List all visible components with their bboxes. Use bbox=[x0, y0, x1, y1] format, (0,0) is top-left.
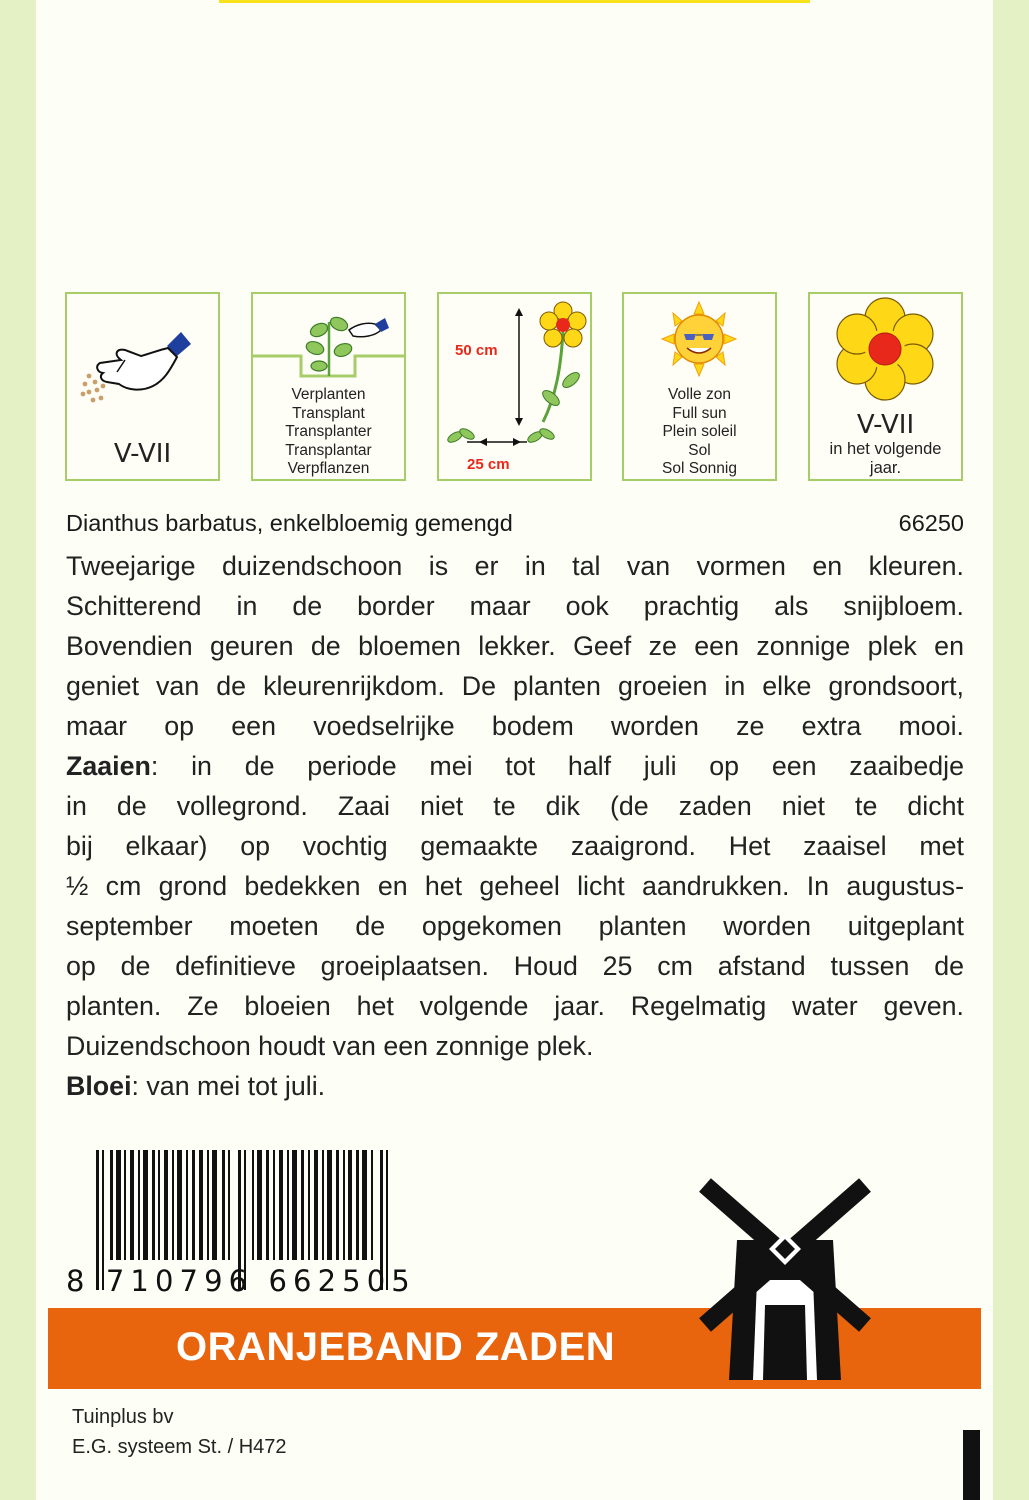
brand-name: ORANJEBAND ZADEN bbox=[176, 1325, 616, 1369]
description-line: september moeten de opgekomen planten worden uitgeplant bbox=[66, 911, 964, 941]
description-line: Duizendschoon houdt van een zonnige plek. bbox=[66, 1031, 594, 1061]
barcode-number: 8 710796 662505 bbox=[66, 1264, 416, 1298]
bloom-period: V-VII bbox=[856, 410, 915, 440]
sowing-panel bbox=[65, 292, 220, 481]
transplant-panel bbox=[251, 292, 406, 481]
description-line: planten. Ze bloeien het volgende jaar. Regelmatig water geven. bbox=[66, 991, 964, 1021]
description-line: Bovendien geuren de bloemen lekker. Geef ze een zonnige plek en bbox=[66, 631, 964, 661]
description-line: op de definitieve groeiplaatsen. Houd 25 cm afstand tussen de bbox=[66, 951, 964, 981]
sowing-line bbox=[66, 746, 964, 786]
spacing-flower-icon bbox=[439, 294, 590, 479]
description-line: bij elkaar) op vochtig gemaakte zaaigrond. Het zaaisel met bbox=[66, 831, 964, 861]
description-line: in de vollegrond. Zaai niet te dik (de zaden niet te dicht bbox=[66, 791, 964, 821]
description bbox=[66, 546, 964, 1106]
bloom-line bbox=[66, 1066, 964, 1106]
company-name: Tuinplus bv bbox=[72, 1406, 174, 1428]
bloom-label: Bloei bbox=[66, 1071, 132, 1101]
sowing-label: Zaaien bbox=[66, 751, 151, 781]
product-name: Dianthus barbatus, enkelbloemig gemengd bbox=[66, 510, 513, 536]
description-line: Schitterend in de border maar ook prachtig als snijbloem. bbox=[66, 591, 964, 621]
bloom-text: : van mei tot juli. bbox=[131, 1071, 326, 1101]
description-line: Tweejarige duizendschoon is er in tal van vormen en kleuren. bbox=[66, 551, 964, 581]
product-title-row bbox=[66, 510, 964, 540]
description-line: maar op een voedselrijke bodem worden ze extra mooi. bbox=[66, 711, 964, 741]
description-line: ½ cm grond bedekken en het geheel licht aandrukken. In augustus- bbox=[66, 871, 964, 901]
sun-panel bbox=[622, 292, 777, 481]
description-line: geniet van de kleurenrijkdom. De planten groeien in elke grondsoort, bbox=[66, 671, 964, 701]
product-number: 66250 bbox=[898, 510, 964, 536]
transplant-text: Verplanten Transplant Transplanter Transplantar Verpflanzen bbox=[285, 386, 372, 477]
footer bbox=[72, 1402, 287, 1462]
certification-code: E.G. systeem St. / H472 bbox=[72, 1436, 287, 1458]
cut-mark bbox=[963, 1430, 980, 1500]
spacing-panel bbox=[437, 292, 592, 481]
bloom-panel bbox=[808, 292, 963, 481]
sun-text: Volle zon Full sun Plein soleil Sol Sol Sonnig bbox=[662, 386, 737, 477]
windmill-logo-icon bbox=[695, 1175, 875, 1385]
spacing-distance: 25 cm bbox=[467, 456, 510, 473]
spacing-height: 50 cm bbox=[455, 342, 498, 359]
bloom-note: in het volgende jaar. bbox=[829, 440, 942, 477]
sowing-period: V-VII bbox=[113, 439, 172, 469]
sowing-text: : in de periode mei tot half juli op een zaaibedje bbox=[150, 751, 964, 781]
top-yellow-strip bbox=[219, 0, 810, 3]
